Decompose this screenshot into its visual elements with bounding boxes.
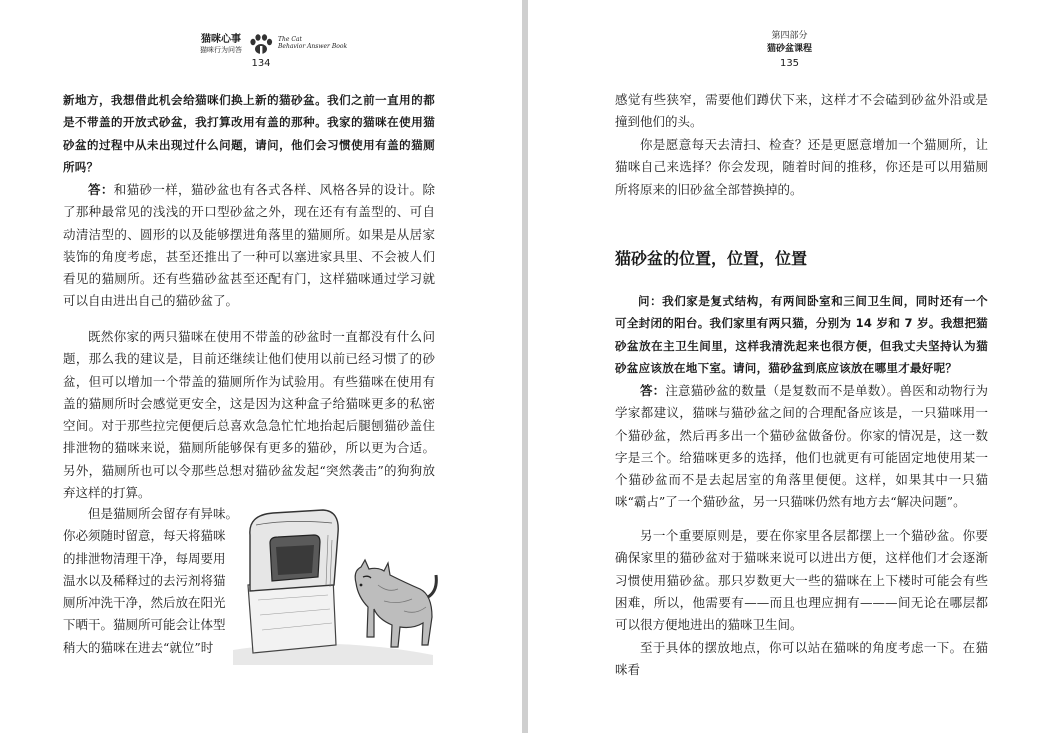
answer-label: 答： <box>88 182 114 197</box>
book-title-cn: 猫咪心事 <box>201 34 241 45</box>
cat-paw-logo-icon <box>248 32 274 58</box>
running-header-right <box>528 30 1051 56</box>
answer-paragraph-3 <box>63 503 239 659</box>
left-page <box>0 0 522 733</box>
answer-p3-line: 厕所冲洗干净，然后放在阳光 <box>63 595 226 611</box>
answer-p3-line: 温水以及稀释过的去污剂将猫 <box>63 572 226 588</box>
paragraph-continued: 感觉有些狭窄，需要他们蹲伏下来，这样才不会磕到砂盆外沿或是撞到他们的头。 <box>615 92 988 130</box>
answer-label: 答： <box>640 383 666 398</box>
answer-paragraph-2: 既然你家的两只猫咪在使用不带盖的砂盆时一直都没有什么问题，那么我的建议是，目前还继续让他们使用以前已经习惯了的砂盆，但可以增加一个带盖的猫厕所作为试验用。有些猫咪在使用有盖的猫厕所时会感觉更安全，这是因为这种盒子给猫咪更多的私密空间。对于那些拉完便便后总喜欢急急忙忙地抬起后腿刨猫砂盖住排泄物的猫咪来说，猫厕所能够保有更多的猫砂，所以更为合适。另外，猫厕所也可以令那些总想对猫砂盆发起“突然袭击”的狗狗放弃这样的打算。 <box>63 329 435 501</box>
section-heading: 猫砂盆的位置，位置，位置 <box>615 249 808 268</box>
answer-p3-line: 稍大的猫咪在进去“就位”时 <box>63 639 214 655</box>
section-title: 猫砂盆课程 <box>766 44 812 54</box>
question-text: 我们家是复式结构，有两间卧室和三间卫生间，同时还有一个可全封闭的阳台。我们家里有两只猫，分别为 14 岁和 7 岁。我想把猫砂盆放在主卫生间里，这样我清洗起来也很方便，但我丈夫坚持认为猫砂盆应该放在地下室。请问，猫砂盆到底应该放在哪里才最好呢？ <box>615 294 988 375</box>
page-number-left: 134 <box>251 58 271 69</box>
answer-paragraph-1 <box>63 179 435 313</box>
page-number-right: 135 <box>779 58 800 69</box>
question-paragraph <box>615 290 988 379</box>
answer-p3-line: 你必须随时留意，每天将猫咪 <box>63 528 226 544</box>
answer-text-1: 和猫砂一样，猫砂盆也有各式各样、风格各异的设计。除了那种最常见的浅浅的开口型砂盆之外，现在还有有盖型的、可自动清洁型的、圆形的以及能够摆进角落里的猫厕所。如果是从居家装饰的角度考虑，甚至还推出了一种可以塞进家具里、不会被人们看见的猫厕所。还有些猫砂盆甚至还配有门，这样猫咪通过学习就可以自由进出自己的猫砂盆了。 <box>63 182 435 309</box>
part-label: 第四部分 <box>771 31 808 41</box>
answer-paragraph-3: 至于具体的摆放地点，你可以站在猫咪的角度考虑一下。在猫咪看 <box>615 640 988 678</box>
litter-box-with-cat-illustration <box>228 505 438 665</box>
book-title-en <box>278 36 348 50</box>
book-title-block <box>196 34 246 56</box>
answer-paragraph-1 <box>615 380 988 514</box>
question-label: 问： <box>638 294 663 308</box>
right-page <box>528 0 1051 733</box>
paragraph-2: 你是愿意每天去清扫、检查？还是更愿意增加一个猫厕所，让猫咪自己来选择？你会发现，随着时间的推移，你还是可以用猫厕所将原来的旧砂盆全部替换掉的。 <box>615 137 988 197</box>
answer-text-1: 注意猫砂盆的数量（是复数而不是单数）。兽医和动物行为学家都建议，猫咪与猫砂盆之间的合理配备应该是，一只猫咪用一个猫砂盆，然后再多出一个猫砂盆做备份。你家的情况是，这一数字是三个。给猫咪更多的选择，他们也就更有可能固定地使用某一个猫砂盆而不是去起居室的角落里便便。这样，如果其中一只猫咪“霸占”了一个猫砂盆，另一只猫咪仍然有地方去“解决问题”。 <box>615 383 988 510</box>
answer-p3-line: 但是猫厕所会留存有异味。 <box>88 506 239 521</box>
answer-p3-line: 的排泄物清理干净，每周要用 <box>63 550 226 566</box>
question-continued: 新地方，我想借此机会给猫咪们换上新的猫砂盆。我们之前一直用的都是不带盖的开放式砂盆，我打算改用有盖的那种。我家的猫咪在使用猫砂盆的过程中从未出现过什么问题，请问，他们会习惯使用有盖的猫厕所吗？ <box>63 93 435 174</box>
book-title-en-line1: The Cat <box>278 36 302 43</box>
book-title-en-line2: Behavior Answer Book <box>278 43 348 50</box>
book-subtitle-cn: 猫咪行为问答 <box>200 46 242 54</box>
answer-paragraph-2: 另一个重要原则是，要在你家里各层都摆上一个猫砂盆。你要确保家里的猫砂盆对于猫咪来说可以进出方便，这样他们才会逐渐习惯使用猫砂盆。那只岁数更大一些的猫咪在上下楼时可能会有些困难，所以，他需要有——而且也理应拥有———间无论在哪层都可以很方便地进出的猫咪卫生间。 <box>615 528 988 633</box>
answer-p3-line: 下晒干。猫厕所可能会让体型 <box>63 617 226 633</box>
